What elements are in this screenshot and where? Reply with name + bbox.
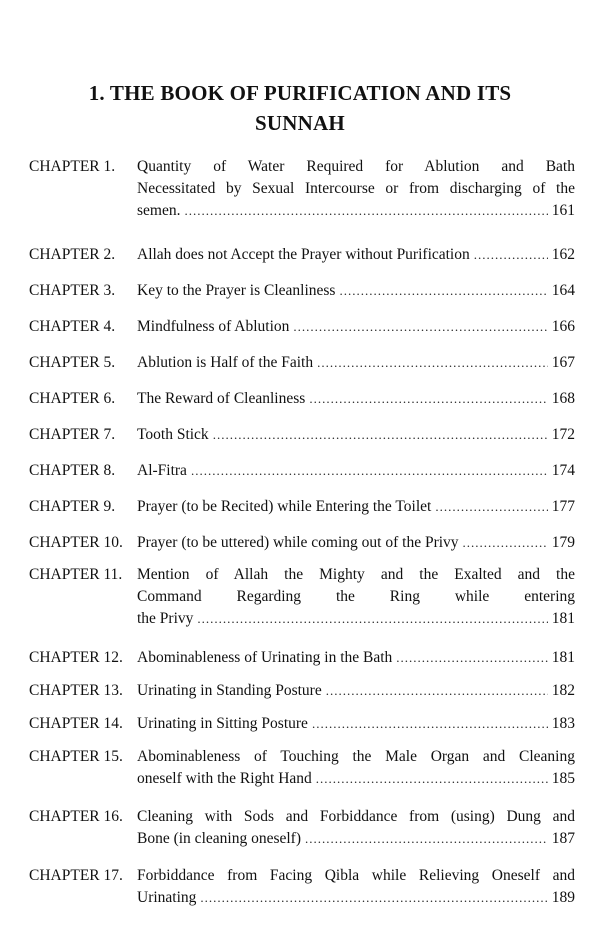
- page-number: 189: [551, 889, 575, 906]
- dot-leader: [191, 460, 548, 482]
- chapter-title-text: oneself with the Right Hand: [137, 770, 312, 787]
- chapter-title-line: Cleaning with Sods and Forbiddance from (using) Dung and: [137, 808, 575, 825]
- page-number: 166: [551, 318, 575, 335]
- toc-entry[interactable]: [29, 388, 575, 410]
- chapter-title-text: Urinating in Sitting Posture: [137, 715, 308, 732]
- chapter-title: [137, 244, 575, 266]
- chapter-title-line: Forbiddance from Facing Qibla while Relieving Oneself and: [137, 867, 575, 884]
- page-number: 182: [551, 682, 575, 699]
- chapter-title-last-line: [137, 352, 575, 374]
- chapter-label: CHAPTER 14.: [29, 715, 123, 732]
- chapter-title-last-line: [137, 887, 575, 909]
- chapter-title: [137, 460, 575, 482]
- chapter-title: [137, 713, 575, 735]
- page-number: 179: [551, 534, 575, 551]
- dot-leader: [200, 887, 547, 909]
- dot-leader: [463, 532, 548, 554]
- chapter-title-text: Mindfulness of Ablution: [137, 318, 290, 335]
- dot-leader: [317, 352, 548, 374]
- chapter-label: CHAPTER 17.: [29, 867, 123, 884]
- chapter-title-text: Abominableness of Urinating in the Bath: [137, 649, 393, 666]
- chapter-title-last-line: [137, 388, 575, 410]
- chapter-title-last-line: [137, 316, 575, 338]
- chapter-title: [137, 280, 575, 302]
- chapter-title: [137, 156, 575, 222]
- chapter-title: [137, 647, 575, 669]
- chapter-title-last-line: [137, 828, 575, 850]
- chapter-title-line: Mention of Allah the Mighty and the Exalted and the: [137, 566, 575, 583]
- chapter-title-line: Quantity of Water Required for Ablution and Bath: [137, 158, 575, 175]
- chapter-title-last-line: [137, 200, 575, 222]
- chapter-title-text: the Privy: [137, 610, 194, 627]
- chapter-label: CHAPTER 7.: [29, 426, 116, 443]
- chapter-title: [137, 532, 575, 554]
- page-number: 172: [551, 426, 575, 443]
- page-number: 181: [551, 649, 575, 666]
- chapter-title: [137, 496, 575, 518]
- dot-leader: [474, 244, 548, 266]
- page-number: 174: [551, 462, 575, 479]
- chapter-title: [137, 388, 575, 410]
- toc-entry[interactable]: [29, 244, 575, 266]
- chapter-label: CHAPTER 15.: [29, 748, 123, 765]
- chapter-title-text: Prayer (to be uttered) while coming out of the Privy: [137, 534, 459, 551]
- dot-leader: [309, 388, 547, 410]
- toc-entry[interactable]: [29, 424, 575, 446]
- chapter-label: CHAPTER 8.: [29, 462, 116, 479]
- chapter-title-last-line: [137, 608, 575, 630]
- toc-entry[interactable]: [29, 806, 575, 850]
- toc-entry[interactable]: [29, 280, 575, 302]
- dot-leader: [435, 496, 547, 518]
- page-number: 164: [551, 282, 575, 299]
- chapter-title: [137, 865, 575, 909]
- chapter-title-text: Urinating: [137, 889, 197, 906]
- dot-leader: [312, 713, 548, 735]
- dot-leader: [326, 680, 548, 702]
- chapter-label: CHAPTER 12.: [29, 649, 123, 666]
- chapter-title: [137, 316, 575, 338]
- chapter-title: [137, 746, 575, 790]
- chapter-title-last-line: [137, 244, 575, 266]
- chapter-title-text: Key to the Prayer is Cleanliness: [137, 282, 336, 299]
- chapter-label: CHAPTER 10.: [29, 534, 123, 551]
- chapter-title-last-line: [137, 460, 575, 482]
- chapter-title-last-line: [137, 496, 575, 518]
- page-number: 187: [551, 830, 575, 847]
- chapter-title-text: Al-Fitra: [137, 462, 187, 479]
- chapter-title-text: Ablution is Half of the Faith: [137, 354, 314, 371]
- chapter-label: CHAPTER 11.: [29, 566, 123, 583]
- dot-leader: [339, 280, 547, 302]
- page-number: 177: [551, 498, 575, 515]
- dot-leader: [184, 200, 547, 222]
- dot-leader: [316, 768, 548, 790]
- chapter-label: CHAPTER 4.: [29, 318, 116, 335]
- toc-entry[interactable]: [29, 496, 575, 518]
- page-title: [0, 78, 600, 138]
- dot-leader: [197, 608, 547, 630]
- chapter-title: [137, 806, 575, 850]
- chapter-title-line: Command Regarding the Ring while entering: [137, 588, 575, 605]
- dot-leader: [396, 647, 547, 669]
- chapter-title-text: The Reward of Cleanliness: [137, 390, 306, 407]
- chapter-title: [137, 352, 575, 374]
- page-number: 161: [551, 202, 575, 219]
- page-number: 162: [551, 246, 575, 263]
- toc-entry[interactable]: [29, 746, 575, 790]
- chapter-title-text: Prayer (to be Recited) while Entering the Toilet: [137, 498, 432, 515]
- chapter-title-text: Urinating in Standing Posture: [137, 682, 322, 699]
- chapter-title-line: Abominableness of Touching the Male Organ and Cleaning: [137, 748, 575, 765]
- page-number: 181: [551, 610, 575, 627]
- chapter-label: CHAPTER 16.: [29, 808, 123, 825]
- dot-leader: [305, 828, 548, 850]
- toc-entry[interactable]: [29, 532, 575, 554]
- toc-entry[interactable]: [29, 713, 575, 735]
- chapter-label: CHAPTER 5.: [29, 354, 116, 371]
- chapter-title-text: semen.: [137, 202, 181, 219]
- page-number: 168: [551, 390, 575, 407]
- dot-leader: [213, 424, 548, 446]
- chapter-title-last-line: [137, 680, 575, 702]
- chapter-title-last-line: [137, 768, 575, 790]
- chapter-title-last-line: [137, 280, 575, 302]
- toc-entry[interactable]: [29, 865, 575, 909]
- toc-entry[interactable]: [29, 680, 575, 702]
- page-number: 183: [551, 715, 575, 732]
- chapter-title-last-line: [137, 424, 575, 446]
- chapter-title: [137, 564, 575, 630]
- chapter-label: CHAPTER 13.: [29, 682, 123, 699]
- page-number: 185: [551, 770, 575, 787]
- toc-entry[interactable]: [29, 647, 575, 669]
- page-number: 167: [551, 354, 575, 371]
- chapter-title-last-line: [137, 713, 575, 735]
- chapter-label: CHAPTER 9.: [29, 498, 116, 515]
- page-title-line-2: SUNNAH: [255, 111, 345, 135]
- toc-entry[interactable]: [29, 156, 575, 222]
- chapter-label: CHAPTER 1.: [29, 158, 116, 175]
- chapter-title: [137, 424, 575, 446]
- chapter-title-line: Necessitated by Sexual Intercourse or from discharging of the: [137, 180, 575, 197]
- chapter-title-last-line: [137, 647, 575, 669]
- toc-entry[interactable]: [29, 564, 575, 630]
- chapter-label: CHAPTER 3.: [29, 282, 116, 299]
- chapter-label: CHAPTER 2.: [29, 246, 116, 263]
- page-title-line-1: 1. THE BOOK OF PURIFICATION AND ITS: [88, 81, 512, 105]
- chapter-title: [137, 680, 575, 702]
- toc-entry[interactable]: [29, 352, 575, 374]
- toc-entry[interactable]: [29, 316, 575, 338]
- chapter-title-text: Allah does not Accept the Prayer without Purification: [137, 246, 470, 263]
- chapter-title-text: Tooth Stick: [137, 426, 209, 443]
- chapter-label: CHAPTER 6.: [29, 390, 116, 407]
- chapter-title-text: Bone (in cleaning oneself): [137, 830, 301, 847]
- dot-leader: [293, 316, 547, 338]
- toc-entry[interactable]: [29, 460, 575, 482]
- chapter-title-last-line: [137, 532, 575, 554]
